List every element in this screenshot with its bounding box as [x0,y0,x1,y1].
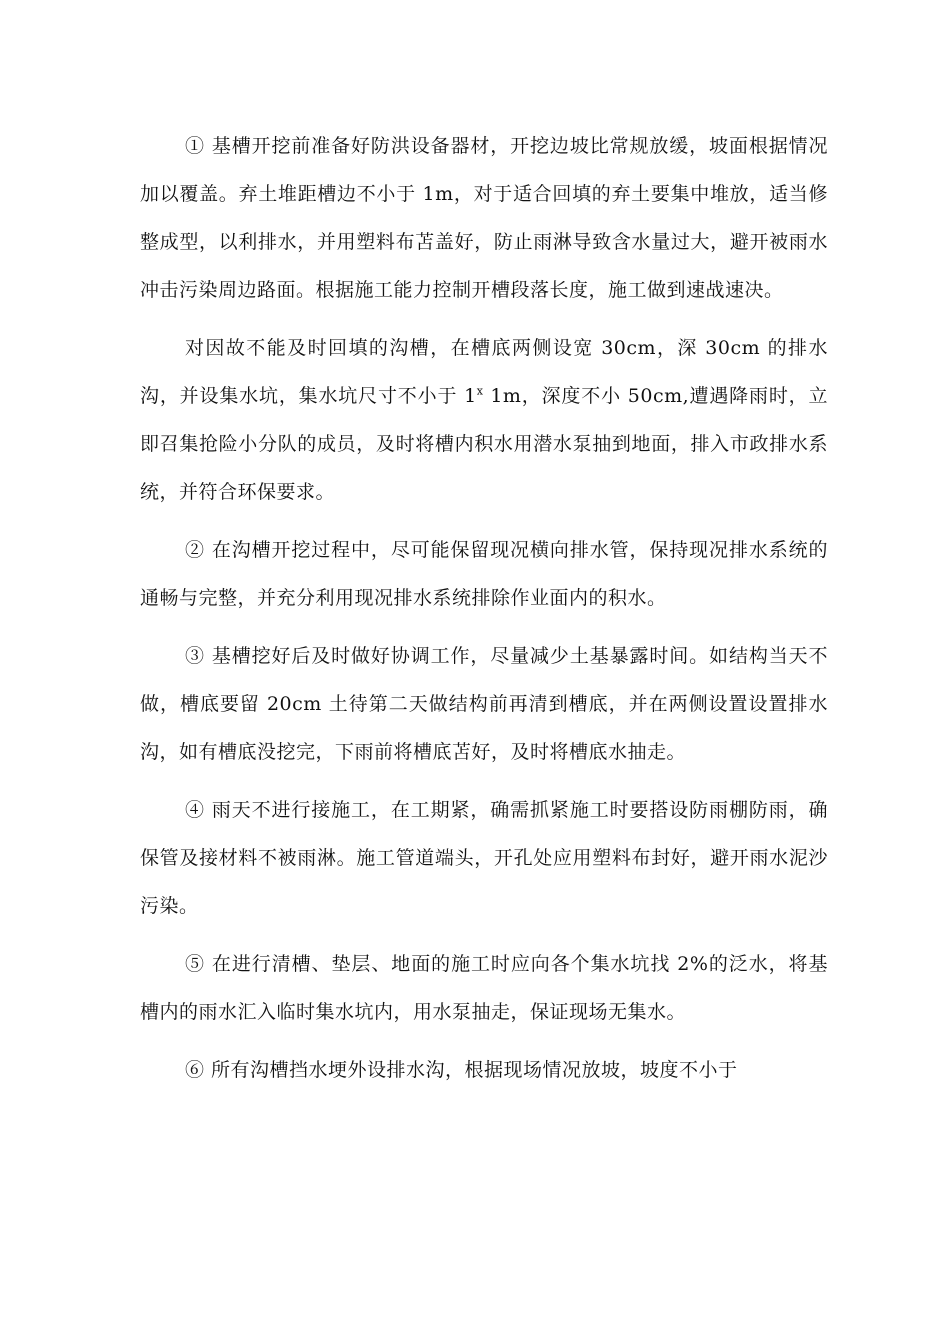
paragraph-2-text-b: 1m，深度不小 50cm,遭遇降雨时，立即召集抢险小分队的成员，及时将槽内积水用潜水泵抽到地面，排入市政排水系统，并符合环保要求。 [140,385,828,503]
paragraph-3: ② 在沟槽开挖过程中，尽可能保留现况横向排水管，保持现况排水系统的通畅与完整，并充分利用现况排水系统排除作业面内的积水。 [140,539,828,609]
document-body [140,122,828,1094]
superscript-x: x [476,384,484,398]
paragraph-5: ④ 雨天不进行接施工，在工期紧，确需抓紧施工时要搭设防雨棚防雨，确保管及接材料不被雨淋。施工管道端头，开孔处应用塑料布封好，避开雨水泥沙污染。 [140,799,828,917]
paragraph-4: ③ 基槽挖好后及时做好协调工作，尽量减少土基暴露时间。如结构当天不做，槽底要留 20cm 土待第二天做结构前再清到槽底，并在两侧设置设置排水沟，如有槽底没挖完，下雨前将槽底苫好，及时将槽底水抽走。 [140,645,828,763]
paragraph-7: ⑥ 所有沟槽挡水埂外设排水沟，根据现场情况放坡，坡度不小于 [185,1059,738,1081]
paragraph-2 [140,324,828,516]
paragraph-1: ① 基槽开挖前准备好防洪设备器材，开挖边坡比常规放缓，坡面根据情况加以覆盖。弃土堆距槽边不小于 1m，对于适合回填的弃土要集中堆放，适当修整成型，以利排水，并用塑料布苫盖好，防止雨淋导致含水量过大，避开被雨水冲击污染周边路面。根据施工能力控制开槽段落长度，施工做到速战速决。 [140,135,828,301]
paragraph-6: ⑤ 在进行清槽、垫层、地面的施工时应向各个集水坑找 2%的泛水，将基槽内的雨水汇入临时集水坑内，用水泵抽走，保证现场无集水。 [140,953,828,1023]
paragraph-2-text-a: 对因故不能及时回填的沟槽，在槽底两侧设宽 30cm，深 30cm 的排水沟，并设集水坑，集水坑尺寸不小于 1 [140,337,828,407]
